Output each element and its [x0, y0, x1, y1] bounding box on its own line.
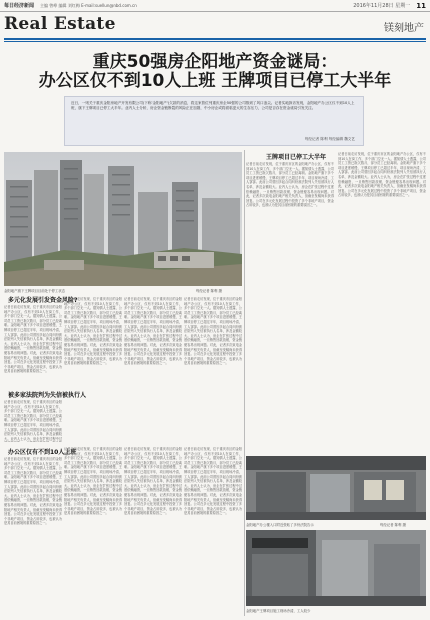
right-photo-2 [246, 530, 426, 606]
body-column-l7: 记者日前走访发现，位于重庆市区的金阳地产办公区，仅有不到10人在岗工作，多个部门空无一人。据知情人士透露，公司员工工资已拖欠数月，部分员工已经离职。金阳地产旗下多个项目进度缓慢，王牌项目停工已超过半年，项目现场冷清，工人寥寥。此前公司曾因多起合同纠纷被法院列入失信被执行人名单，涉及金额较大。业内人士认为，房企在扩张过程中过度依赖融资，一旦销售回款放缓，资金链便容易出现问题。对此，记者多次致电金阳地产相关负责人，但截至发稿尚未获得回复。公司在多元化发展过程中投资了多个非地产项目，资金占用较多，也被认为是其目前困境的重要原因之一。 [124, 447, 182, 516]
construction-site-photo [4, 152, 242, 286]
photo-caption: 金阳地产旗下王牌项目目前处于停工状态 [4, 289, 66, 293]
right-photo-2-caption: 金阳地产王牌项目施工现场冷清，工人较少 [246, 609, 311, 613]
body-column-r1: 记者日前走访发现，位于重庆市区的金阳地产办公区，仅有不到10人在岗工作，多个部门空无一人。据知情人士透露，公司员工工资已拖欠数月，部分员工已经离职。金阳地产旗下多个项目进度缓慢，王牌项目停工已超过半年，项目现场冷清，工人寥寥。此前公司曾因多起合同纠纷被法院列入失信被执行人名单，涉及金额较大。业内人士认为，房企在扩张过程中过度依赖融资，一旦销售回款放缓，资金链便容易出现问题。对此，记者多次致电金阳地产相关负责人，但截至发稿尚未获得回复。公司在多元化发展过程中投资了多个非地产项目，资金占用较多，也被认为是其目前困境的重要原因之一。 [246, 162, 334, 208]
body-column-l6: 记者日前走访发现，位于重庆市区的金阳地产办公区，仅有不到10人在岗工作，多个部门空无一人。据知情人士透露，公司员工工资已拖欠数月，部分员工已经离职。金阳地产旗下多个项目进度缓慢，王牌项目停工已超过半年，项目现场冷清，工人寥寥。此前公司曾因多起合同纠纷被法院列入失信被执行人名单，涉及金额较大。业内人士认为，房企在扩张过程中过度依赖融资，一旦销售回款放缓，资金链便容易出现问题。对此，记者多次致电金阳地产相关负责人，但截至发稿尚未获得回复。公司在多元化发展过程中投资了多个非地产项目，资金占用较多，也被认为是其目前困境的重要原因之一。 [64, 447, 122, 516]
masthead [0, 0, 430, 12]
body-column-l8: 记者日前走访发现，位于重庆市区的金阳地产办公区，仅有不到10人在岗工作，多个部门空无一人。据知情人士透露，公司员工工资已拖欠数月，部分员工已经离职。金阳地产旗下多个项目进度缓慢，王牌项目停工已超过半年，项目现场冷清，工人寥寥。此前公司曾因多起合同纠纷被法院列入失信被执行人名单，涉及金额较大。业内人士认为，房企在扩张过程中过度依赖融资，一旦销售回款放缓，资金链便容易出现问题。对此，记者多次致电金阳地产相关负责人，但截至发稿尚未获得回复。公司在多元化发展过程中投资了多个非地产项目，资金占用较多，也被认为是其目前困境的重要原因之一。 [184, 447, 242, 516]
headline-line2: 办公区仅不到10人上班 王牌项目已停工大半年 [38, 71, 392, 91]
section-header [4, 14, 426, 36]
right-photo-1 [246, 456, 426, 520]
page-number: 11 [416, 1, 426, 10]
issue-date: 2016年11月28日 星期一 [353, 3, 411, 9]
subhead-3: 被多家法院判为失信被执行人 [8, 392, 87, 399]
lead-byline: 每经记者 陈利 每经编辑 魏文艺 [304, 136, 355, 141]
lead-text: 近日，一则关于重庆金阳房地产开发有限公司(下称'金阳地产')欠款的消息，将这家曾位列重庆房企50强的公司推到了风口浪尖。记者实地探访发现，金阳地产办公区仅不到10人上班，旗下王牌项目已停工大半年。业内人士分析，房企资金链断裂的风险正在加剧，中小房企或将面临更大的生存压力，公司是否存在资金谜局引发关注。 [71, 101, 355, 111]
column-divider [244, 150, 245, 616]
section-rule-thin [4, 41, 426, 42]
subhead-1: 王牌项目已停工大半年 [266, 154, 327, 161]
right-photo-credit: 每经记者 陈利 摄 [380, 523, 406, 527]
site-worksite-photo [246, 530, 426, 606]
body-column-l1: 记者日前走访发现，位于重庆市区的金阳地产办公区，仅有不到10人在岗工作，多个部门空无一人。据知情人士透露，公司员工工资已拖欠数月，部分员工已经离职。金阳地产旗下多个项目进度缓慢，王牌项目停工已超过半年，项目现场冷清，工人寥寥。此前公司曾因多起合同纠纷被法院列入失信被执行人名单，涉及金额较大。业内人士认为，房企在扩张过程中过度依赖融资，一旦销售回款放缓，资金链便容易出现问题。对此，记者多次致电金阳地产相关负责人，但截至发稿尚未获得回复。公司在多元化发展过程中投资了多个非地产项目，资金占用较多，也被认为是其目前困境的重要原因之一。 [4, 305, 62, 374]
photo-credit: 每经记者 陈利 摄 [196, 289, 222, 293]
body-column-l5: 记者日前走访发现，位于重庆市区的金阳地产办公区，仅有不到10人在岗工作，多个部门空无一人。据知情人士透露，公司员工工资已拖欠数月，部分员工已经离职。金阳地产旗下多个项目进度缓慢，王牌项目停工已超过半年，项目现场冷清，工人寥寥。此前公司曾因多起合同纠纷被法院列入失信被执行人名单，涉及金额较大。业内人士认为，房企在扩张过程中过度依赖融资，一旦销售回款放缓，资金链便容易出现问题。对此，记者多次致电金阳地产相关负责人，但截至发稿尚未获得回复。公司在多元化发展过程中投资了多个非地产项目，资金占用较多，也被认为是其目前困境的重要原因之一。 [4, 457, 62, 526]
right-photo-1-caption: 金阳地产办公楼入口附近张贴了多份法院告示 [246, 523, 314, 527]
headline-line1: 重庆50强房企阳地产资金谜局： [92, 52, 338, 72]
body-column-l1b: 记者日前走访发现，位于重庆市区的金阳地产办公区，仅有不到10人在岗工作，多个部门空无一人。据知情人士透露，公司员工工资已拖欠数月，部分员工已经离职。金阳地产旗下多个项目进度缓慢，王牌项目停工已超过半年，项目现场冷清，工人寥寥。此前公司曾因多起合同纠纷被法院列入失信被执行人名单，涉及金额较大。业内人士认为，房企在扩张过程中过 [4, 400, 62, 441]
subhead-2: 多元化发展引发资金风险? [8, 297, 78, 304]
office-entrance-photo [246, 456, 426, 520]
body-column-l2: 记者日前走访发现，位于重庆市区的金阳地产办公区，仅有不到10人在岗工作，多个部门空无一人。据知情人士透露，公司员工工资已拖欠数月，部分员工已经离职。金阳地产旗下多个项目进度缓慢，王牌项目停工已超过半年，项目现场冷清，工人寥寥。此前公司曾因多起合同纠纷被法院列入失信被执行人名单，涉及金额较大。业内人士认为，房企在扩张过程中过度依赖融资，一旦销售回款放缓，资金链便容易出现问题。对此，记者多次致电金阳地产相关负责人，但截至发稿尚未获得回复。公司在多元化发展过程中投资了多个非地产项目，资金占用较多，也被认为是其目前困境的重要原因之一。 [64, 297, 122, 366]
lead-box [64, 96, 364, 146]
subhead-4: 办公区仅有不到10人上班 [8, 449, 77, 456]
masthead-meta: 主编 曾峥 编辑 刘红梅 E-mail:suellun@nbd.com.cn [40, 2, 137, 8]
body-column-l4: 记者日前走访发现，位于重庆市区的金阳地产办公区，仅有不到10人在岗工作，多个部门空无一人。据知情人士透露，公司员工工资已拖欠数月，部分员工已经离职。金阳地产旗下多个项目进度缓慢，王牌项目停工已超过半年，项目现场冷清，工人寥寥。此前公司曾因多起合同纠纷被法院列入失信被执行人名单，涉及金额较大。业内人士认为，房企在扩张过程中过度依赖融资，一旦销售回款放缓，资金链便容易出现问题。对此，记者多次致电金阳地产相关负责人，但截至发稿尚未获得回复。公司在多元化发展过程中投资了多个非地产项目，资金占用较多，也被认为是其目前困境的重要原因之一。 [184, 297, 242, 366]
main-photo [4, 152, 242, 286]
section-rule [4, 38, 426, 40]
section-title-cn: 镁刻地产 [384, 23, 424, 34]
section-title-en: Real Estate [4, 14, 116, 34]
newspaper-name: 每日经济新闻 [4, 3, 35, 9]
body-column-r2: 记者日前走访发现，位于重庆市区的金阳地产办公区，仅有不到10人在岗工作，多个部门空无一人。据知情人士透露，公司员工工资已拖欠数月，部分员工已经离职。金阳地产旗下多个项目进度缓慢，王牌项目停工已超过半年，项目现场冷清，工人寥寥。此前公司曾因多起合同纠纷被法院列入失信被执行人名单，涉及金额较大。业内人士认为，房企在扩张过程中过度依赖融资，一旦销售回款放缓，资金链便容易出现问题。对此，记者多次致电金阳地产相关负责人，但截至发稿尚未获得回复。公司在多元化发展过程中投资了多个非地产项目，资金占用较多，也被认为是其目前困境的重要原因之一。 [338, 152, 426, 198]
body-column-l3: 记者日前走访发现，位于重庆市区的金阳地产办公区，仅有不到10人在岗工作，多个部门空无一人。据知情人士透露，公司员工工资已拖欠数月，部分员工已经离职。金阳地产旗下多个项目进度缓慢，王牌项目停工已超过半年，项目现场冷清，工人寥寥。此前公司曾因多起合同纠纷被法院列入失信被执行人名单，涉及金额较大。业内人士认为，房企在扩张过程中过度依赖融资，一旦销售回款放缓，资金链便容易出现问题。对此，记者多次致电金阳地产相关负责人，但截至发稿尚未获得回复。公司在多元化发展过程中投资了多个非地产项目，资金占用较多，也被认为是其目前困境的重要原因之一。 [124, 297, 182, 366]
